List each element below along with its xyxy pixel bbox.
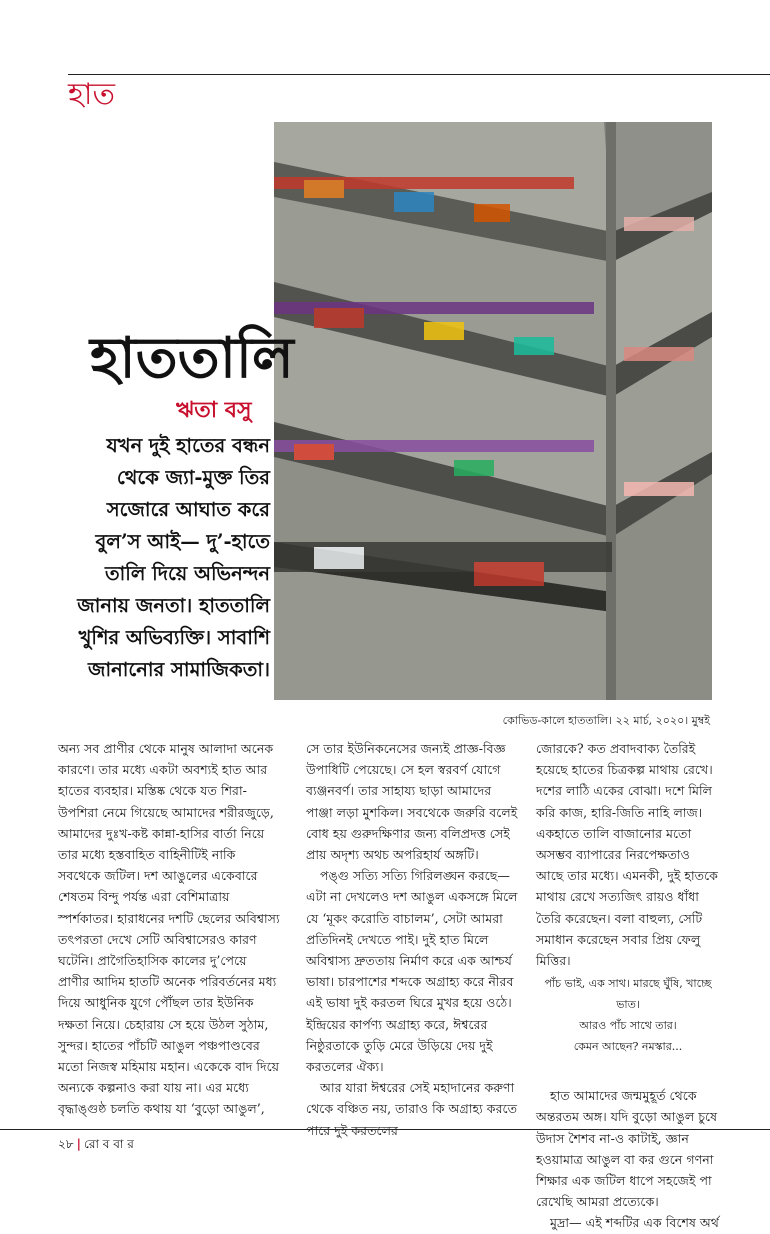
page-number: ২৮ xyxy=(58,1137,74,1151)
body-column-1 xyxy=(58,738,280,1120)
body-column-3 xyxy=(536,738,720,1234)
paragraph: অন্য সব প্রাণীর থেকে মানুষ আলাদা অনেক কারণে। তার মধ্যে একটা অবশ্যই হাত আর হাতের ব্যবহার। মস্তিষ্ক থেকে যত শিরা-উপশিরা নেমে গিয়েছে আমাদের শরীরজুড়ে, আমাদের দুঃখ-কষ্ট কান্না-হাসির বার্তা নিয়ে তার মধ্যে হস্তবাহিত বাহিনীটিই নাকি সবথেকে জটিল। দশ আঙুলের একেবারে শেষতম বিন্দু পর্যন্ত এরা বেশিমাত্রায় স্পর্শকাতর। হারাধনের দশটি ছেলের অবিশ্বাস্য তৎপরতা দেখে সেটি অবিশ্বাসেরও কারণ ঘটেনি। প্রাগৈতিহাসিক কালের দু’পেয়ে প্রাণীর আদিম হাতটি অনেক পরিবর্তনের মধ্য দিয়ে আধুনিক যুগে পৌঁছল তার ইউনিক দক্ষতা নিয়ে। চেহারায় সে হয়ে উঠল সুঠাম, সুন্দর। হাতের পাঁচটি আঙুল পঞ্চপাণ্ডবের মতো নিজস্ব মহিমায় মহান। একেকে বাদ দিয়ে অন্যকে কল্পনাও করা যায় না। এর মধ্যে বৃদ্ধাঙ্গুষ্ঠ চলতি কথায় যা ‘বুড়ো আঙুল’, xyxy=(58,741,280,1117)
paragraph: হাত আমাদের জন্মমুহূর্ত থেকে অন্তরতম অঙ্গ। যদি বুড়ো আঙুল চুষে উদাস শৈশব না-ও কাটাই, জ্ঞান হওয়ামাত্র আঙুল বা কর গুনে গণনা শিক্ষার এক জটিল ধাপে সহজেই পা রেখেছি আমরা প্রত্যেকে। xyxy=(536,1088,718,1210)
article-intro: যখন দুই হাতের বন্ধন থেকে জ্যা-মুক্ত তির সজোরে আঘাত করে বুল’স আই— দু’-হাতে তালি দিয়ে অভিনন্দন জানায় জনতা। হাততালি খুশির অভিব্যক্তি। সাবাশি জানানোর সামাজিকতা। xyxy=(77,434,270,681)
page-footer: ২৮ | রো ব বা র xyxy=(58,1137,134,1151)
paragraph: মুদ্রা— এই শব্দটির এক বিশেষ অর্থ xyxy=(550,1215,719,1231)
verse-line: আরও পাঁচ সাথে তার। xyxy=(579,1019,677,1033)
article-headline: হাততালি xyxy=(90,325,294,391)
body-column-2 xyxy=(306,738,520,1141)
section-title: হাত xyxy=(68,77,115,112)
verse-line: কেমন আছেন? নমস্কার... xyxy=(573,1040,683,1054)
article-photo xyxy=(274,122,712,700)
riddle-verse xyxy=(536,973,720,1057)
author-byline: ঋতা বসু xyxy=(176,397,252,423)
verse-line: পাঁচ ভাই, এক সাথ। মারছে ঘুঁষি, খাচ্ছে ভাত। xyxy=(544,977,712,1012)
balcony-crowd-photo xyxy=(274,122,712,700)
photo-caption: কোভিড-কালে হাততালি। ২২ মার্চ, ২০২০। মুম্বই xyxy=(502,714,710,727)
paragraph: পঙ্গু সত্যি সত্যি গিরিলঙ্ঘন করছে— এটা না দেখলেও দশ আঙুল একসঙ্গে মিলে যে ‘মূকং করোতি বাচালম’, সেটা আমরা প্রতিদিনই দেখতে পাই। দুই হাত মিলে অবিশ্বাস্য দ্রুততায় নির্মাণ করে এক আশ্চর্য ভাষা। চারপাশের শব্দকে অগ্রাহ্য করে নীরব এই ভাষা দুই করতল ঘিরে মুখর হয়ে ওঠে। ইন্দ্রিয়ের কার্পণ্য অগ্রাহ্য করে, ঈশ্বরের নিষ্ঠুরতাকে তুড়ি মেরে উড়িয়ে দেয় দুই করতলের ঐক্য। xyxy=(306,868,518,1075)
paragraph: সে তার ইউনিকনেসের জন্যই প্রাজ্ঞ-বিজ্ঞ উপাধিটি পেয়েছে। সে হল স্বরবর্ণ যোগে ব্যঞ্জনবর্ণ। তার সাহায্য ছাড়া আমাদের পাঞ্জা লড়া মুশকিল। সবথেকে জরুরি বলেই বোধ হয় গুরুদক্ষিণার জন্য বলিপ্রদত্ত সেই প্রায় অদৃশ্য অথচ অপরিহার্য অঙ্গটি। xyxy=(306,741,518,863)
top-rule xyxy=(68,74,770,75)
footer-rule xyxy=(0,1129,770,1130)
publication-name: রো ব বা র xyxy=(83,1137,134,1151)
paragraph: আর যারা ঈশ্বরের সেই মহাদানের করুণা থেকে বঞ্চিত নয়, তারাও কি অগ্রাহ্য করতে পারে দুই করতলের xyxy=(306,1080,518,1138)
paragraph: জোরকে? কত প্রবাদবাক্য তৈরিই হয়েছে হাতের চিত্রকল্প মাথায় রেখে। দশের লাঠি একের বোঝা। দশে মিলি করি কাজ, হারি-জিতি নাহি লাজ। একহাতে তালি বাজানোর মতো অসম্ভব ব্যাপারের নিরপেক্ষতাও আছে তার মধ্যে। এমনকী, দুই হাতকে মাথায় রেখে সত্যজিৎ রায়ও ধাঁধা তৈরি করেছেন। বলা বাহুল্য, সেটি সমাধান করেছেন সবার প্রিয় ফেলু মিত্তির। xyxy=(536,741,718,969)
